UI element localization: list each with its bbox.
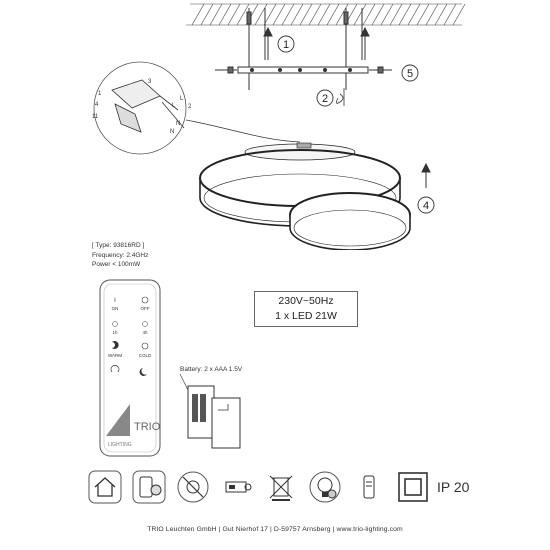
ceiling-hatch-line [264,4,276,25]
remote-btn-4h: 4h [142,330,148,335]
remote-included-icon [352,470,386,504]
no-bin-disposal-icon [264,470,298,504]
remote-info [92,241,148,270]
ceiling-hatch-line [273,4,285,25]
ceiling-hatch-line [201,4,213,25]
ceiling-hatch-line [219,4,231,25]
step-5-label: 5 [406,68,414,80]
remote-btn-cold: COLD [138,353,152,358]
battery-compartment-drawing [168,372,248,452]
supply-cable [186,120,300,142]
ceiling-hatch-line [372,4,384,25]
remote-btn-1h: 1h [112,330,118,335]
screws [247,8,362,90]
ceiling-hatch-line [363,4,375,25]
step-markers [143,36,434,213]
remote-control-icon [132,470,166,504]
ceiling-hatch-line [300,4,312,25]
remote-btn-warm: WARM [107,353,123,358]
remote-btn-on: ON [111,306,119,311]
battery-label: Battery: 2 x AAA 1.5V [180,366,243,373]
svg-text:I: I [114,298,116,304]
remote-power: Power < 100mW [92,261,141,268]
terminal-label-2: 2 [188,104,192,110]
certification-icons [88,470,488,510]
svg-text:TRIO: TRIO [134,421,161,433]
mounting-plate [215,67,392,73]
indoor-use-icon [88,470,122,504]
ceiling-hatch-line [390,4,402,25]
ceiling-hatch-line [408,4,420,25]
ip-rating: IP 20 [437,479,470,495]
terminal-label-l: L [180,96,184,102]
ceiling-hatch-line [453,4,465,25]
terminal-label-1: 1 [98,91,102,97]
ceiling-hatch-line [381,4,393,25]
ceiling-hatch-line [318,4,330,25]
step-1-label: 1 [282,39,290,51]
step-2-label: 2 [321,93,329,105]
ceiling-hatch-line [282,4,294,25]
terminal-label-4: 4 [95,102,99,108]
ceiling-hatch-line [435,4,447,25]
remote-frequency: Frequency: 2.4GHz [92,251,149,259]
wire-label-n: N [176,121,181,127]
remote-type: [ Type: 93816RD ] [92,242,145,249]
ceiling-hatch-line [417,4,429,25]
electrical-spec-box [254,291,358,327]
ceiling-hatch-line [192,4,204,25]
ceiling-hatch-line [291,4,303,25]
led-spec: 1 x LED 21W [275,310,337,322]
terminal-label-11: 11 [92,114,99,120]
ceiling-hatch-line [327,4,339,25]
ceiling-hatch-line [426,4,438,25]
no-dimmer-icon [176,470,210,504]
driver-included-icon [220,470,254,504]
rotate-icon [336,88,344,106]
ceiling-hatch-line [354,4,366,25]
ceiling-hatch-line [444,4,456,25]
ceiling-hatch-line [210,4,222,25]
lift-arrow-icon [422,164,430,188]
step-4-label: 4 [422,200,430,212]
protection-class-icon [396,470,430,504]
ceiling-lamp [200,143,410,250]
remote-btn-off: OFF [140,306,150,311]
footer-address: TRIO Leuchten GmbH | Gut Nierhof 17 | D-59757 Arnsberg | www.trio-lighting.com [147,526,403,533]
ceiling-hatch-line [309,4,321,25]
ceiling-hatch-line [399,4,411,25]
remote-control-drawing [90,274,170,464]
ceiling-hatch-line [228,4,240,25]
installation-drawing [0,0,550,250]
voltage-spec: 230V~50Hz [278,295,334,307]
terminal-label-n: N [170,129,175,135]
led-bulb-icon [308,470,342,504]
ceiling [186,4,465,25]
wire-label-l: L [172,103,176,109]
terminal-label-3: 3 [148,79,152,85]
svg-text:LIGHTING: LIGHTING [108,442,132,448]
